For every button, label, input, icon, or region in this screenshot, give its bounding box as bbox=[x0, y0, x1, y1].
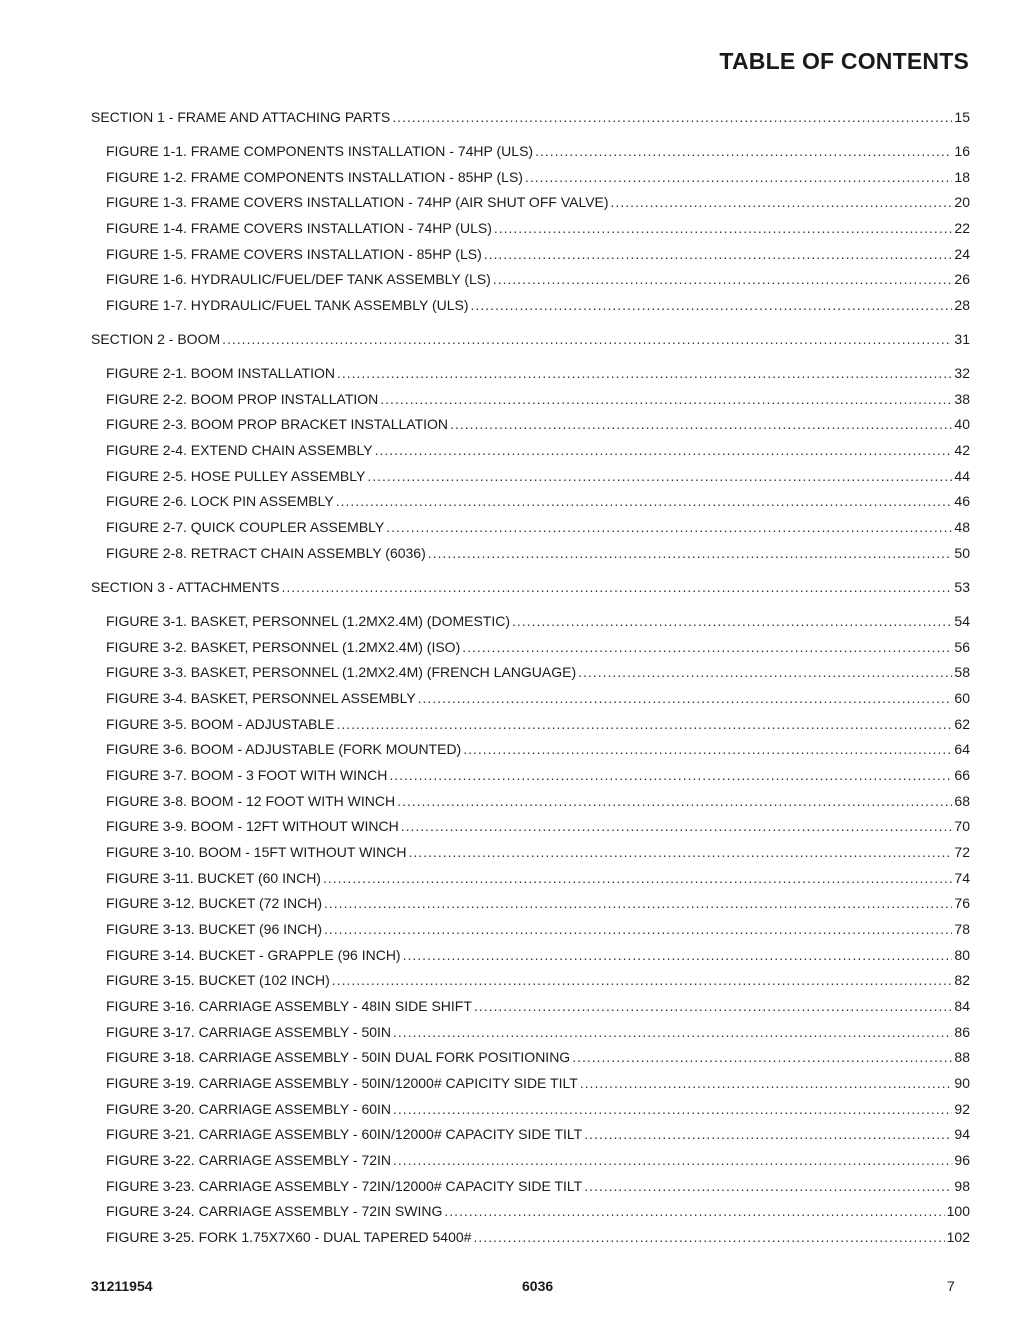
toc-figure-entry[interactable] bbox=[106, 971, 970, 989]
toc-entry-page: 60 bbox=[954, 690, 970, 706]
toc-entry-label: FIGURE 3-7. BOOM - 3 FOOT WITH WINCH bbox=[106, 767, 388, 783]
toc-section-entry[interactable] bbox=[91, 108, 970, 126]
toc-figure-entry[interactable] bbox=[106, 663, 970, 681]
toc-figure-entry[interactable] bbox=[106, 168, 970, 186]
toc-entry-page: 92 bbox=[954, 1101, 970, 1117]
dot-leader bbox=[428, 544, 953, 562]
dot-leader bbox=[580, 1074, 953, 1092]
toc-entry-label: FIGURE 3-14. BUCKET - GRAPPLE (96 INCH) bbox=[106, 947, 401, 963]
dot-leader bbox=[282, 578, 953, 596]
toc-entry-label: FIGURE 3-16. CARRIAGE ASSEMBLY - 48IN SIDE SHIFT bbox=[106, 998, 472, 1014]
toc-entry-label: FIGURE 3-3. BASKET, PERSONNEL (1.2MX2.4M) (FRENCH LANGUAGE) bbox=[106, 664, 577, 680]
toc-entry-label: FIGURE 3-10. BOOM - 15FT WITHOUT WINCH bbox=[106, 844, 407, 860]
dot-leader bbox=[375, 441, 953, 459]
toc-figure-entry[interactable] bbox=[106, 740, 970, 758]
footer-page-number: 7 bbox=[947, 1278, 955, 1294]
toc-figure-entry[interactable] bbox=[106, 869, 970, 887]
toc-figure-entry[interactable] bbox=[106, 544, 970, 562]
toc-figure-entry[interactable] bbox=[106, 467, 970, 485]
toc-entry-label: FIGURE 2-5. HOSE PULLEY ASSEMBLY bbox=[106, 468, 366, 484]
toc-figure-entry[interactable] bbox=[106, 894, 970, 912]
dot-leader bbox=[512, 612, 952, 630]
toc-entry-page: 28 bbox=[954, 297, 970, 313]
dot-leader bbox=[418, 689, 953, 707]
toc-entry-page: 80 bbox=[954, 947, 970, 963]
dot-leader bbox=[336, 492, 953, 510]
toc-entry-label: FIGURE 2-6. LOCK PIN ASSEMBLY bbox=[106, 493, 334, 509]
toc-figure-entry[interactable] bbox=[106, 689, 970, 707]
toc-figure-entry[interactable] bbox=[106, 997, 970, 1015]
toc-entry-page: 31 bbox=[954, 331, 970, 347]
toc-entry-label: FIGURE 1-7. HYDRAULIC/FUEL TANK ASSEMBLY (ULS) bbox=[106, 297, 469, 313]
dot-leader bbox=[525, 168, 952, 186]
toc-section-entry[interactable] bbox=[91, 578, 970, 596]
dot-leader bbox=[462, 638, 952, 656]
dot-leader bbox=[535, 142, 952, 160]
toc-entry-page: 94 bbox=[954, 1126, 970, 1142]
toc-entry-label: FIGURE 3-24. CARRIAGE ASSEMBLY - 72IN SWING bbox=[106, 1203, 443, 1219]
toc-figure-entry[interactable] bbox=[106, 1151, 970, 1169]
dot-leader bbox=[386, 518, 952, 536]
dot-leader bbox=[474, 997, 953, 1015]
toc-figure-entry[interactable] bbox=[106, 766, 970, 784]
dot-leader bbox=[337, 364, 952, 382]
toc-entry-page: 50 bbox=[954, 545, 970, 561]
toc-entry-page: 88 bbox=[954, 1049, 970, 1065]
dot-leader bbox=[403, 946, 953, 964]
toc-entry-page: 58 bbox=[954, 664, 970, 680]
toc-entry-label: FIGURE 3-12. BUCKET (72 INCH) bbox=[106, 895, 323, 911]
toc-entry-page: 46 bbox=[954, 493, 970, 509]
toc-figure-entry[interactable] bbox=[106, 1023, 970, 1041]
dot-leader bbox=[494, 219, 953, 237]
toc-entry-label: SECTION 3 - ATTACHMENTS bbox=[91, 579, 280, 595]
toc-entry-page: 66 bbox=[954, 767, 970, 783]
dot-leader bbox=[444, 1202, 944, 1220]
footer-model: 6036 bbox=[522, 1278, 554, 1294]
toc-section-entry[interactable] bbox=[91, 330, 970, 348]
toc-entry-label: FIGURE 1-4. FRAME COVERS INSTALLATION - 74HP (ULS) bbox=[106, 220, 492, 236]
toc-entry-page: 42 bbox=[954, 442, 970, 458]
toc-entry-label: FIGURE 2-2. BOOM PROP INSTALLATION bbox=[106, 391, 379, 407]
toc-entry-label: FIGURE 3-18. CARRIAGE ASSEMBLY - 50IN DUAL FORK POSITIONING bbox=[106, 1049, 571, 1065]
toc-entry-page: 96 bbox=[954, 1152, 970, 1168]
toc-entry-label: FIGURE 3-15. BUCKET (102 INCH) bbox=[106, 972, 330, 988]
toc-entry-label: FIGURE 3-17. CARRIAGE ASSEMBLY - 50IN bbox=[106, 1024, 392, 1040]
toc-entry-page: 40 bbox=[954, 416, 970, 432]
toc-entry-label: FIGURE 2-3. BOOM PROP BRACKET INSTALLATION bbox=[106, 416, 449, 432]
toc-figure-entry[interactable] bbox=[106, 518, 970, 536]
dot-leader bbox=[450, 415, 952, 433]
toc-figure-entry[interactable] bbox=[106, 792, 970, 810]
toc-entry-page: 64 bbox=[954, 741, 970, 757]
dot-leader bbox=[336, 715, 952, 733]
toc-entry-page: 62 bbox=[954, 716, 970, 732]
dot-leader bbox=[493, 270, 953, 288]
dot-leader bbox=[397, 792, 952, 810]
toc-entry-label: FIGURE 3-2. BASKET, PERSONNEL (1.2MX2.4M) (ISO) bbox=[106, 639, 461, 655]
dot-leader bbox=[367, 467, 952, 485]
toc-figure-entry[interactable] bbox=[106, 193, 970, 211]
toc-figure-entry[interactable] bbox=[106, 946, 970, 964]
dot-leader bbox=[389, 766, 952, 784]
toc-entry-page: 18 bbox=[954, 169, 970, 185]
toc-figure-entry[interactable] bbox=[106, 390, 970, 408]
toc-figure-entry[interactable] bbox=[106, 817, 970, 835]
dot-leader bbox=[393, 1100, 952, 1118]
toc-entry-page: 74 bbox=[954, 870, 970, 886]
toc-entry-page: 84 bbox=[954, 998, 970, 1014]
toc-entry-label: FIGURE 2-4. EXTEND CHAIN ASSEMBLY bbox=[106, 442, 373, 458]
toc-entry-label: FIGURE 3-19. CARRIAGE ASSEMBLY - 50IN/12000# CAPICITY SIDE TILT bbox=[106, 1075, 578, 1091]
toc-entry-page: 26 bbox=[954, 271, 970, 287]
toc-entry-label: FIGURE 1-5. FRAME COVERS INSTALLATION - 85HP (LS) bbox=[106, 246, 482, 262]
dot-leader bbox=[484, 245, 953, 263]
toc-entry-label: SECTION 2 - BOOM bbox=[91, 331, 221, 347]
toc-entry-label: FIGURE 2-7. QUICK COUPLER ASSEMBLY bbox=[106, 519, 385, 535]
dot-leader bbox=[584, 1125, 952, 1143]
toc-entry-page: 16 bbox=[954, 143, 970, 159]
dot-leader bbox=[380, 390, 952, 408]
toc-entry-page: 54 bbox=[954, 613, 970, 629]
toc-figure-entry[interactable] bbox=[106, 296, 970, 314]
toc-entry-page: 78 bbox=[954, 921, 970, 937]
toc-entry-page: 82 bbox=[954, 972, 970, 988]
toc-entry-page: 22 bbox=[954, 220, 970, 236]
page-title: TABLE OF CONTENTS bbox=[719, 48, 969, 74]
toc-entry-page: 98 bbox=[954, 1178, 970, 1194]
toc-entry-label: FIGURE 3-8. BOOM - 12 FOOT WITH WINCH bbox=[106, 793, 396, 809]
dot-leader bbox=[332, 971, 953, 989]
toc-figure-entry[interactable] bbox=[106, 715, 970, 733]
dot-leader bbox=[471, 296, 953, 314]
dot-leader bbox=[578, 663, 952, 681]
toc-figure-entry[interactable] bbox=[106, 638, 970, 656]
toc-entry-page: 70 bbox=[954, 818, 970, 834]
toc-entry-page: 68 bbox=[954, 793, 970, 809]
toc-figure-entry[interactable] bbox=[106, 1125, 970, 1143]
dot-leader bbox=[323, 869, 952, 887]
toc-entry-page: 32 bbox=[954, 365, 970, 381]
toc-entry-page: 76 bbox=[954, 895, 970, 911]
toc-figure-entry[interactable] bbox=[106, 1100, 970, 1118]
toc-entry-page: 90 bbox=[954, 1075, 970, 1091]
dot-leader bbox=[584, 1177, 952, 1195]
toc-entry-label: FIGURE 3-6. BOOM - ADJUSTABLE (FORK MOUNTED) bbox=[106, 741, 462, 757]
toc-entry-page: 24 bbox=[954, 246, 970, 262]
toc-entry-label: FIGURE 3-22. CARRIAGE ASSEMBLY - 72IN bbox=[106, 1152, 392, 1168]
dot-leader bbox=[392, 108, 952, 126]
toc-entry-page: 48 bbox=[954, 519, 970, 535]
dot-leader bbox=[324, 894, 952, 912]
toc-figure-entry[interactable] bbox=[106, 1202, 970, 1220]
toc-figure-entry[interactable] bbox=[106, 441, 970, 459]
toc-entry-label: FIGURE 3-4. BASKET, PERSONNEL ASSEMBLY bbox=[106, 690, 416, 706]
toc-entry-label: FIGURE 1-6. HYDRAULIC/FUEL/DEF TANK ASSEMBLY (LS) bbox=[106, 271, 491, 287]
toc-entry-label: FIGURE 3-5. BOOM - ADJUSTABLE bbox=[106, 716, 335, 732]
dot-leader bbox=[463, 740, 952, 758]
toc-figure-entry[interactable] bbox=[106, 245, 970, 263]
toc-entry-label: FIGURE 3-9. BOOM - 12FT WITHOUT WINCH bbox=[106, 818, 399, 834]
toc-figure-entry[interactable] bbox=[106, 270, 970, 288]
dot-leader bbox=[611, 193, 953, 211]
dot-leader bbox=[222, 330, 952, 348]
toc-figure-entry[interactable] bbox=[106, 492, 970, 510]
toc-entry-label: FIGURE 3-23. CARRIAGE ASSEMBLY - 72IN/12000# CAPACITY SIDE TILT bbox=[106, 1178, 583, 1194]
toc-entry-label: FIGURE 3-1. BASKET, PERSONNEL (1.2MX2.4M) (DOMESTIC) bbox=[106, 613, 511, 629]
toc-figure-entry[interactable] bbox=[106, 1228, 970, 1246]
toc-entry-label: FIGURE 1-3. FRAME COVERS INSTALLATION - 74HP (AIR SHUT OFF VALVE) bbox=[106, 194, 609, 210]
toc-figure-entry[interactable] bbox=[106, 142, 970, 160]
dot-leader bbox=[324, 920, 952, 938]
toc-figure-entry[interactable] bbox=[106, 1177, 970, 1195]
dot-leader bbox=[393, 1023, 952, 1041]
dot-leader bbox=[473, 1228, 944, 1246]
toc-entry-page: 72 bbox=[954, 844, 970, 860]
dot-leader bbox=[393, 1151, 952, 1169]
toc-entry-label: FIGURE 2-8. RETRACT CHAIN ASSEMBLY (6036) bbox=[106, 545, 426, 561]
toc-figure-entry[interactable] bbox=[106, 364, 970, 382]
toc-entry-page: 44 bbox=[954, 468, 970, 484]
toc-entry-page: 38 bbox=[954, 391, 970, 407]
toc-entry-label: FIGURE 1-2. FRAME COMPONENTS INSTALLATION - 85HP (LS) bbox=[106, 169, 523, 185]
toc-entry-page: 100 bbox=[946, 1203, 970, 1219]
toc-figure-entry[interactable] bbox=[106, 612, 970, 630]
footer-part-number: 31211954 bbox=[91, 1278, 153, 1294]
toc-entry-page: 53 bbox=[954, 579, 970, 595]
toc-entry-label: FIGURE 3-13. BUCKET (96 INCH) bbox=[106, 921, 323, 937]
toc-entry-page: 102 bbox=[946, 1229, 970, 1245]
toc-figure-entry[interactable] bbox=[106, 920, 970, 938]
dot-leader bbox=[401, 817, 953, 835]
toc-entry-label: FIGURE 2-1. BOOM INSTALLATION bbox=[106, 365, 335, 381]
toc-entry-page: 15 bbox=[954, 109, 970, 125]
toc-entry-page: 20 bbox=[954, 194, 970, 210]
toc-entry-label: SECTION 1 - FRAME AND ATTACHING PARTS bbox=[91, 109, 391, 125]
toc-figure-entry[interactable] bbox=[106, 1074, 970, 1092]
toc-figure-entry[interactable] bbox=[106, 219, 970, 237]
toc-figure-entry[interactable] bbox=[106, 843, 970, 861]
toc-entry-label: FIGURE 3-25. FORK 1.75X7X60 - DUAL TAPERED 5400# bbox=[106, 1229, 472, 1245]
toc-entry-label: FIGURE 3-21. CARRIAGE ASSEMBLY - 60IN/12000# CAPACITY SIDE TILT bbox=[106, 1126, 583, 1142]
dot-leader bbox=[572, 1048, 952, 1066]
toc-entry-label: FIGURE 3-20. CARRIAGE ASSEMBLY - 60IN bbox=[106, 1101, 392, 1117]
toc-entry-page: 56 bbox=[954, 639, 970, 655]
toc-entry-label: FIGURE 3-11. BUCKET (60 INCH) bbox=[106, 870, 321, 886]
toc-entry-page: 86 bbox=[954, 1024, 970, 1040]
toc-entry-label: FIGURE 1-1. FRAME COMPONENTS INSTALLATION - 74HP (ULS) bbox=[106, 143, 534, 159]
dot-leader bbox=[409, 843, 953, 861]
toc-figure-entry[interactable] bbox=[106, 1048, 970, 1066]
toc-figure-entry[interactable] bbox=[106, 415, 970, 433]
